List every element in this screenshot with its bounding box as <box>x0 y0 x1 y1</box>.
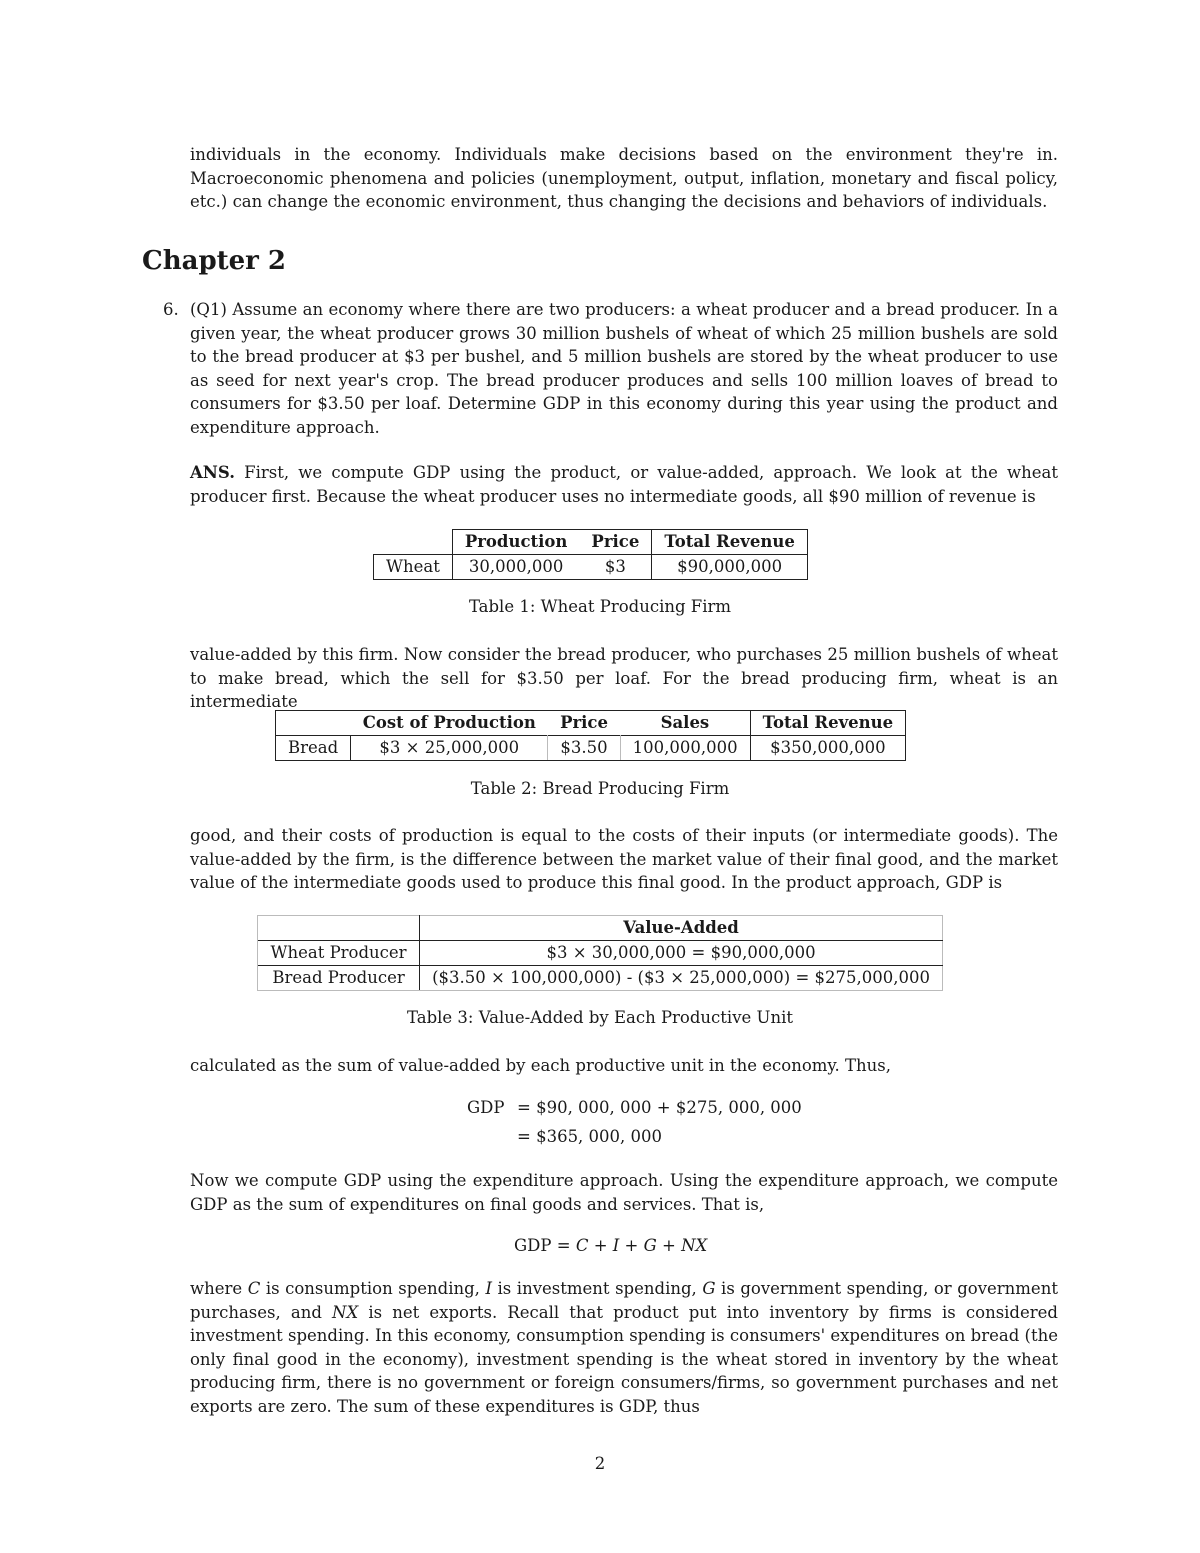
wheat-table-header-total-revenue: Total Revenue <box>652 530 808 555</box>
question-text: (Q1) Assume an economy where there are two producers: a wheat producer and a bread producer. In a given year, the wheat producer grows 30 million bushels of wheat of which 25 million bushels are sold to the bread producer at $3 per bushel, and 5 million bushels are stored by the wheat producer to use as seed for next year's crop. The bread producer produces and sells 100 million loaves of bread to consumers for $3.50 per loaf. Determine GDP in this economy during this year using the product and expenditure approach. <box>190 300 1058 437</box>
symbol-g: G <box>702 1279 716 1298</box>
value-added-row-label: Wheat Producer <box>258 941 420 966</box>
answer-p6-a: is consumption spending, <box>265 1279 480 1298</box>
bread-row-cost: $3 × 25,000,000 <box>351 736 548 761</box>
intro-paragraph: individuals in the economy. Individuals make decisions based on the environment they're in. Macroeconomic phenomena and policies (unemployment, output, inflation, monetary and fiscal policy, etc.) can change the economic environment, thus changing the decisions and behaviors of individuals. <box>190 145 1058 211</box>
bread-table-header-empty <box>276 711 351 736</box>
answer-p6-b: is investment spending, <box>497 1279 697 1298</box>
expenditure-equation-rhs: C + I + G + NX <box>575 1236 708 1255</box>
wheat-row-total-revenue: $90,000,000 <box>652 555 808 580</box>
wheat-table-header-empty <box>374 530 453 555</box>
gdp-equation-line1: = $90, 000, 000 + $275, 000, 000 <box>517 1098 802 1117</box>
answer-p6-d: is net exports. Recall that product put into inventory by firms is considered investment spending. In this economy, consumption spending is consumers' expenditures on bread (the only final good in the economy), investment spending is the wheat stored in inventory by the wheat producing firm, there is no government or foreign consumers/firms, so government purchases and net exports are zero. The sum of these expenditures is GDP, thus <box>190 1302 1058 1416</box>
answer-label: ANS. <box>190 463 235 482</box>
value-added-header: Value-Added <box>420 916 943 941</box>
bread-row-total-revenue: $350,000,000 <box>750 736 906 761</box>
wheat-table <box>373 529 808 580</box>
table3-caption: Table 3: Value-Added by Each Productive Unit <box>407 1008 793 1027</box>
bread-table-header-total-revenue: Total Revenue <box>750 711 906 736</box>
wheat-table-header-production: Production <box>452 530 579 555</box>
wheat-row-price: $3 <box>579 555 651 580</box>
answer-paragraph-1 <box>190 461 1058 508</box>
value-added-row-value: $3 × 30,000,000 = $90,000,000 <box>420 941 943 966</box>
gdp-equation-line2: = $365, 000, 000 <box>517 1127 663 1146</box>
answer-paragraph-4: calculated as the sum of value-added by each productive unit in the economy. Thus, <box>190 1056 892 1075</box>
expenditure-equation <box>514 1236 707 1255</box>
wheat-row-label: Wheat <box>374 555 453 580</box>
answer-p6-c: is government spending, or government purchases, and <box>190 1279 1058 1322</box>
value-added-table <box>257 915 943 991</box>
chapter-title: Chapter 2 <box>142 246 287 276</box>
bread-row-label: Bread <box>276 736 351 761</box>
bread-table-header-price: Price <box>548 711 620 736</box>
bread-table <box>275 710 906 761</box>
symbol-nx: NX <box>332 1302 359 1322</box>
answer-paragraph-2: value-added by this firm. Now consider the bread producer, who purchases 25 million bushels of wheat to make bread, which the sell for $3.50 per loaf. For the bread producing firm, wheat is an intermediate <box>190 645 1058 711</box>
table1-caption: Table 1: Wheat Producing Firm <box>468 597 732 616</box>
gdp-equation-lhs: GDP <box>467 1098 505 1117</box>
bread-row-sales: 100,000,000 <box>620 736 750 761</box>
answer-paragraph-6 <box>190 1277 1058 1418</box>
wheat-row-production: 30,000,000 <box>452 555 579 580</box>
question-number: 6. <box>163 300 179 319</box>
bread-row-price: $3.50 <box>548 736 620 761</box>
answer-p1-text: First, we compute GDP using the product, or value-added, approach. We look at the wheat producer first. Because the wheat producer uses no intermediate goods, all $90 million of revenue is <box>190 463 1058 506</box>
value-added-row-label: Bread Producer <box>258 966 420 991</box>
value-added-row-value: ($3.50 × 100,000,000) - ($3 × 25,000,000) = $275,000,000 <box>420 966 943 991</box>
bread-table-header-cost: Cost of Production <box>351 711 548 736</box>
answer-paragraph-3: good, and their costs of production is equal to the costs of their inputs (or intermediate goods). The value-added by the firm, is the difference between the market value of their final good, and the market value of the intermediate goods used to produce this final good. In the product approach, GDP is <box>190 826 1058 892</box>
page-number: 2 <box>594 1454 606 1473</box>
wheat-table-header-price: Price <box>579 530 651 555</box>
bread-table-header-sales: Sales <box>620 711 750 736</box>
expenditure-equation-lhs: GDP = <box>514 1236 576 1255</box>
symbol-i: I <box>485 1279 492 1298</box>
answer-paragraph-5: Now we compute GDP using the expenditure approach. Using the expenditure approach, we compute GDP as the sum of expenditures on final goods and services. That is, <box>190 1171 1058 1214</box>
where-word: where <box>190 1279 243 1298</box>
symbol-c: C <box>247 1279 261 1298</box>
table2-caption: Table 2: Bread Producing Firm <box>470 779 730 798</box>
